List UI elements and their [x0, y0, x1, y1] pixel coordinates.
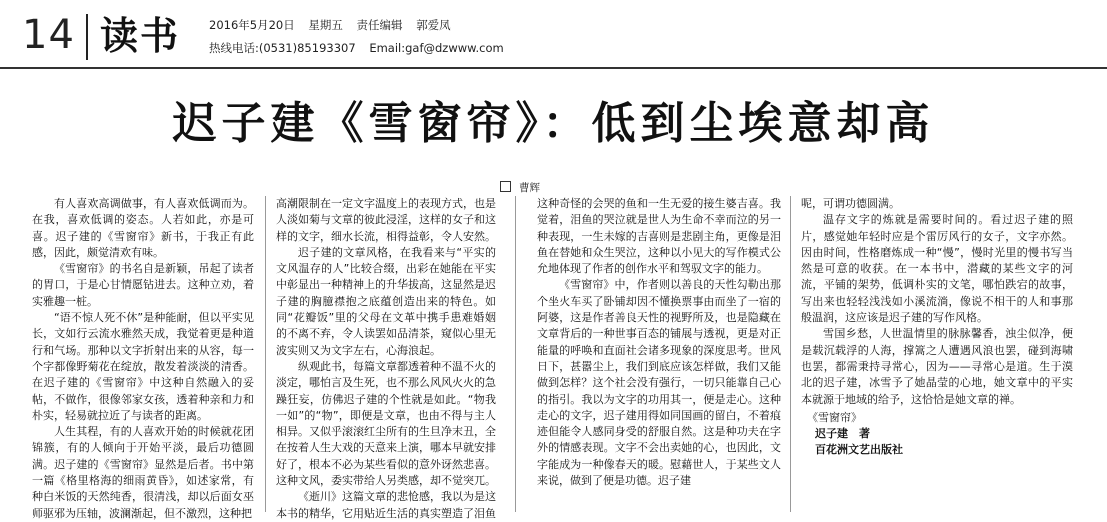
issue-weekday: 星期五: [308, 18, 343, 32]
paragraph: “语不惊人死不休”是种能耐，但以平实见长，文如行云流水雅然天成，我觉着更是种道行和气场。那种以文字折射出来的从容，每一个字都像野菊花在绽放，散发着淡淡的清香。在迟子建的《雪窗帘》中这种自然融入的妥帖，不做作，很像邻家女孩，透着种亲和力和朴实，轻易就拉近了与读者的距离。: [32, 311, 254, 422]
book-publisher: 百花洲文艺出版社: [815, 443, 903, 457]
paragraph: 雪国乡愁，人世温情里的脉脉馨香，浊尘似净，便是载沉载浮的人海，撑篙之人遭遇风浪也罢，碰到海啸也罢，都需秉持寻常心，因为——寻常心是道。生于漠北的迟子建，冰雪予了她晶莹的心地，她文章中的平实本就源于地域的给予，这恰恰是她文章的禅。: [801, 327, 1073, 406]
book-author: 迟子建 著: [815, 427, 870, 441]
paragraph: 纵观此书，每篇文章都透着种不温不火的淡定，哪怕言及生死，也不那么风风火火的急躁狂妄，仿佛迟子建的个性就是如此。“物我一如”的“物”，即便是文章，也由不得与主人相异。又似乎滚滚红尘所有的生旦净末丑，全在按着人生大戏的天意来上演，哪本早就安排好了，根本不必为某些看似的意外讶然悲喜。这种文风，委实带给人另类感，却不觉突兀。: [276, 359, 496, 488]
paragraph: 《雪窗帘》中，作者则以善良的天性勾勒出那个坐火车买了卧铺却因不懂换票事由而坐了一宿的阿婆，这是作者善良天性的视野所及，也是隐藏在文章背后的一种世事百态的铺展与透视，更是对正能量的呼唤和直面社会诸多现象的深度思考。世风日下，甚嚣尘上，我们到底应该怎样做，我们又能做到怎样？这个社会没有强行，一切只能靠自己心的指引。我以为文字的功用其一，便是走心。这种走心的文字，迟子建用得如同国画的留白，不着痕迹但能令人感同身受的舒服自然。这是种功夫在字外的情感表现。文字不会出卖她的心，也因此，文字能成为一种像春天的暖。慰藉世人，于某些文人来说，做到了便是功德。迟子建: [537, 278, 781, 488]
paragraph: 《逝川》这篇文章的悲怆感，我以为是这本书的精华，它用贴近生活的真实塑造了泪鱼: [276, 490, 496, 520]
header-meta-line1: [209, 17, 461, 33]
issue-date: 2016年5月20日: [209, 18, 295, 32]
byline: [500, 180, 540, 195]
section-title: 读书: [100, 13, 181, 58]
paragraph: 《雪窗帘》的书名自是新颖，吊起了读者的胃口，于是心甘情愿钻进去。这种立劝，着实雅趣一桩。: [32, 262, 254, 308]
column-divider: [515, 196, 516, 512]
article-column-3: [537, 196, 781, 512]
paragraph: 人生其程，有的人喜欢开始的时候就花团锦簇，有的人倾向于开始平淡，最后功德圆满。迟子建的《雪窗帘》显然是后者。书中第一篇《格里格海的细雨黄昏》，如述家常，有种白米饭的天然纯香，很清浅，却以后面女巫师驱邪为压轴，波澜渐起，但不激烈，这种把: [32, 425, 254, 520]
column-divider: [265, 196, 266, 512]
paragraph: 呢，可谓功德圆满。: [801, 197, 900, 210]
page-header: [0, 0, 1107, 68]
editor-name: 郭爱凤: [416, 18, 451, 32]
byline-box-icon: [500, 181, 511, 192]
header-meta-line2: [209, 40, 514, 56]
article-headline: 迟子建《雪窗帘》：低到尘埃意却高: [172, 98, 935, 149]
paragraph: 这种奇怪的会哭的鱼和一生无爱的接生婆吉喜。我觉着，泪鱼的哭泣就是世人为生命不幸而泣的另一种表现，一生未嫁的吉喜则是悲剧主角，更像是泪鱼在替她和众生哭泣，这种以小见大的写作模式公允地体现了作者的创作水平和驾驭文字的能力。: [537, 197, 781, 276]
article-column-4: [801, 196, 1073, 512]
paragraph: 迟子建的文章风格，在我看来与“平实的文风温存的人”比较合缀，出彩在她能在平实中彰显出一种精神上的升华拔高，这显然是迟子建的胸臆襟抱之底蕴创造出来的特色。如同“花瓣饭”里的父母在文革中携手患难婚姻的不离不弃，令人读罢如品清茶，窥似心里无波实则又为文字左右，心海浪起。: [276, 245, 496, 357]
column-divider: [790, 196, 791, 512]
header-divider: [86, 14, 88, 60]
book-title: 《雪窗帘》: [807, 410, 862, 424]
editor-label: 责任编辑: [356, 18, 403, 32]
header-rule: [0, 67, 1107, 69]
article-column-1: [32, 196, 254, 520]
author-name: 曹辉: [519, 182, 540, 194]
book-info: [801, 410, 1073, 459]
email: Email:gaf@dzwww.com: [369, 41, 504, 55]
article-column-2: [276, 196, 496, 520]
paragraph: 有人喜欢高调做事，有人喜欢低调而为。在我，喜欢低调的姿态。人若如此，亦是可喜。迟子建的《雪窗帘》新书，于我正有此感，因此，颇觉清欢有味。: [32, 197, 254, 259]
paragraph: 温存文字的炼就是需要时间的。看过迟子建的照片，感觉她年轻时应是个雷厉风行的女子，文字亦然。因由时间，性格磨炼成一种“慢”，慢时光里的慢书写当然是可意的收获。在一本书中，潜藏的某些文字的河流，平铺的架势，低调朴实的文笔，哪怕跌宕的故事，写出来也轻轻浅浅如小溪流淌，像说不相干的人和事那般温润，这应该是迟子建的写作风格。: [801, 213, 1073, 325]
paragraph: 高潮限制在一定文字温度上的表现方式，也是人淡如菊与文章的彼此浸淫，这样的女子和这样的文字，细水长流，相得益彰，令人安然。: [276, 197, 496, 243]
hotline: 热线电话:(0531)85193307: [209, 41, 356, 55]
page-number: 14: [22, 12, 75, 58]
